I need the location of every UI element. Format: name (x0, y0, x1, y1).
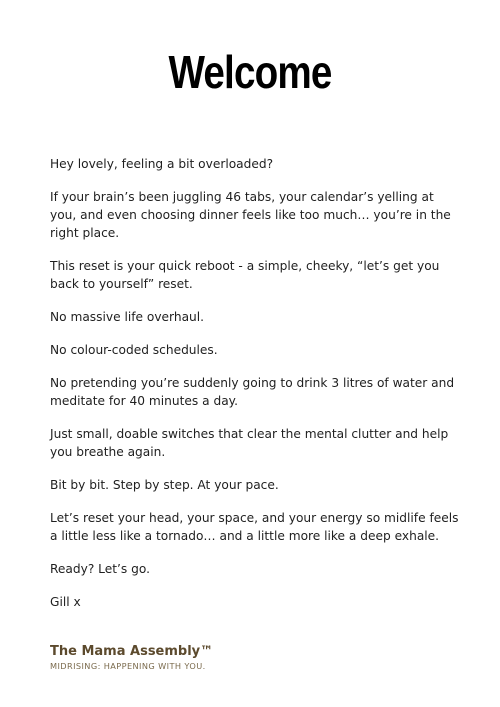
paragraph-bit-by-bit: Bit by bit. Step by step. At your pace. (50, 478, 279, 492)
brand-name: The Mama Assembly™ (50, 644, 214, 659)
paragraph-brain-tabs: If your brain’s been juggling 46 tabs, your calendar’s yelling at you, and even choosing dinner feels like too much… you’re in the right place. (50, 190, 451, 240)
paragraph-no-overhaul: No massive life overhaul. (50, 310, 205, 324)
paragraph-no-pretending: No pretending you’re suddenly going to drink 3 litres of water and meditate for 40 minutes a day. (50, 376, 455, 408)
page-title: Welcome (168, 46, 332, 98)
paragraph-reset-head: Let’s reset your head, your space, and your energy so midlife feels a little less like a tornado… and a little more like a deep exhale. (50, 511, 459, 543)
paragraph-reset-intro: This reset is your quick reboot - a simple, cheeky, “let’s get you back to yourself” reset. (50, 259, 440, 291)
paragraph-greeting: Hey lovely, feeling a bit overloaded? (50, 157, 274, 171)
paragraph-small-switches: Just small, doable switches that clear the mental clutter and help you breathe again. (50, 427, 449, 459)
letter-body (50, 155, 460, 626)
paragraph-ready: Ready? Let’s go. (50, 562, 150, 576)
brand-tagline: MIDRISING: HAPPENING WITH YOU. (50, 661, 206, 671)
brand-footer (50, 644, 450, 672)
paragraph-no-schedules: No colour-coded schedules. (50, 343, 218, 357)
paragraph-signoff: Gill x (50, 595, 81, 609)
